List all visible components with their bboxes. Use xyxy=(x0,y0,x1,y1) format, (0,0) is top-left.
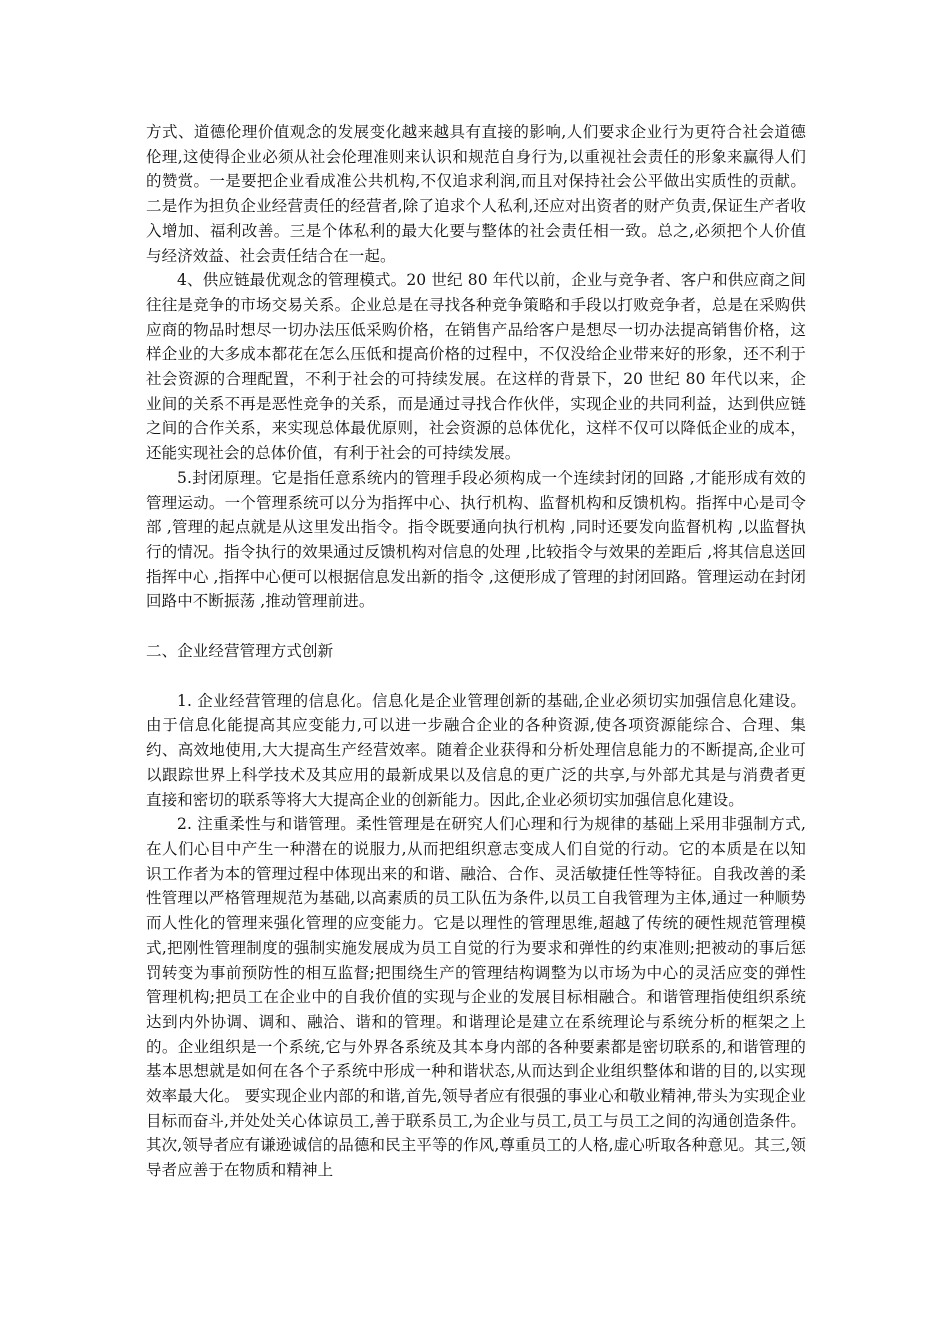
paragraph-flexible-harmonious-management: 2. 注重柔性与和谐管理。柔性管理是在研究人们心理和行为规律的基础上采用非强制方式,在人们心目中产生一种潜在的说服力,从而把组织意志变成人们自觉的行动。它的本质是在以知识工作者为本的管理过程中体现出来的和谐、融洽、合作、灵活敏捷任性等特征。自我改善的柔性管理以严格管理规范为基础,以高素质的员工队伍为条件,以员工自我管理为主体,通过一种顺势而人性化的管理来强化管理的应变能力。它是以理性的管理思维,超越了传统的硬性规范管理模式,把刚性管理制度的强制实施发展成为员工自觉的行为要求和弹性的约束准则;把被动的事后惩罚转变为事前预防性的相互监督;把围绕生产的管理结构调整为以市场为中心的灵活应变的弹性管理机构;把员工在企业中的自我价值的实现与企业的发展目标相融合。和谐管理指使组织系统达到内外协调、调和、融洽、谐和的管理。和谐理论是建立在系统理论与系统分析的框架之上的。企业组织是一个系统,它与外界各系统及其本身内部的各种要素都是密切联系的,和谐管理的基本思想就是如何在各个子系统中形成一种和谐状态,从而达到企业组织整体和谐的目的,以实现效率最大化。 要实现企业内部的和谐,首先,领导者应有很强的事业心和敬业精神,带头为实现企业目标而奋斗,并处处关心体谅员工,善于联系员工,为企业与员工,员工与员工之间的沟通创造条件。其次,领导者应有谦逊诚信的品德和民主平等的作风,尊重员工的人格,虚心听取各种意见。其三,领导者应善于在物质和精神上 xyxy=(146,815,806,1180)
paragraph-closure-principle: 5.封闭原理。它是指任意系统内的管理手段必须构成一个连续封闭的回路 ,才能形成有效的管理运动。一个管理系统可以分为指挥中心、执行机构、监督机构和反馈机构。指挥中心是司令部 ,管理的起点就是从这里发出指令。指令既要通向执行机构 ,同时还要发向监督机构 ,以监督执行的情况。指令执行的效果通过反馈机构对信息的处理 ,比较指令与效果的差距后 ,将其信息送回指挥中心 ,指挥中心便可以根据信息发出新的指令 ,这便形成了管理的封闭回路。管理运动在封闭回路中不断振荡 ,推动管理前进。 xyxy=(146,468,806,611)
paragraph-social-ethics: 方式、道德伦理价值观念的发展变化越来越具有直接的影响,人们要求企业行为更符合社会道德伦理,这使得企业必须从社会伦理准则来认识和规范自身行为,以重视社会责任的形象来赢得人们的赞赏。一是要把企业看成准公共机构,不仅追求利润,而且对保持社会公平做出实质性的贡献。二是作为担负企业经营责任的经营者,除了追求个人私利,还应对出资者的财产负责,保证生产者收入增加、福利改善。三是个体私利的最大化要与整体的社会责任相一致。总之,必须把个人价值与经济效益、社会责任结合在一起。 xyxy=(146,123,806,265)
spacer xyxy=(146,664,806,689)
spacer xyxy=(146,614,806,639)
paragraph-informatization: 1. 企业经营管理的信息化。信息化是企业管理创新的基础,企业必须切实加强信息化建设。由于信息化能提高其应变能力,可以进一步融合企业的各种资源,使各项资源能综合、合理、集约、高效地使用,大大提高生产经营效率。随着企业获得和分析处理信息能力的不断提高,企业可以跟踪世界上科学技术及其应用的最新成果以及信息的更广泛的共享,与外部尤其是与消费者更直接和密切的联系等将大大提高企业的创新能力。因此,企业必须切实加强信息化建设。 xyxy=(146,691,806,809)
document-page xyxy=(146,120,806,1183)
section-heading: 二、企业经营管理方式创新 xyxy=(146,642,334,661)
paragraph-supply-chain: 4、供应链最优观念的管理模式。20 世纪 80 年代以前，企业与竞争者、客户和供应商之间往往是竞争的市场交易关系。企业总是在寻找各种竞争策略和手段以打败竞争者，总是在采购供应商的物品时想尽一切办法压低采购价格，在销售产品给客户是想尽一切办法提高销售价格，这样企业的大多成本都花在怎么压低和提高价格的过程中，不仅没给企业带来好的形象，还不利于社会资源的合理配置，不利于社会的可持续发展。在这样的背景下，20 世纪 80 年代以来，企业间的关系不再是恶性竞争的关系，而是通过寻找合作伙伴，实现企业的共同利益，达到供应链之间的合作关系，来实现总体最优原则，社会资源的总体优化，这样不仅可以降低企业的成本，还能实现社会的总体价值，有利于社会的可持续发展。 xyxy=(146,271,806,463)
